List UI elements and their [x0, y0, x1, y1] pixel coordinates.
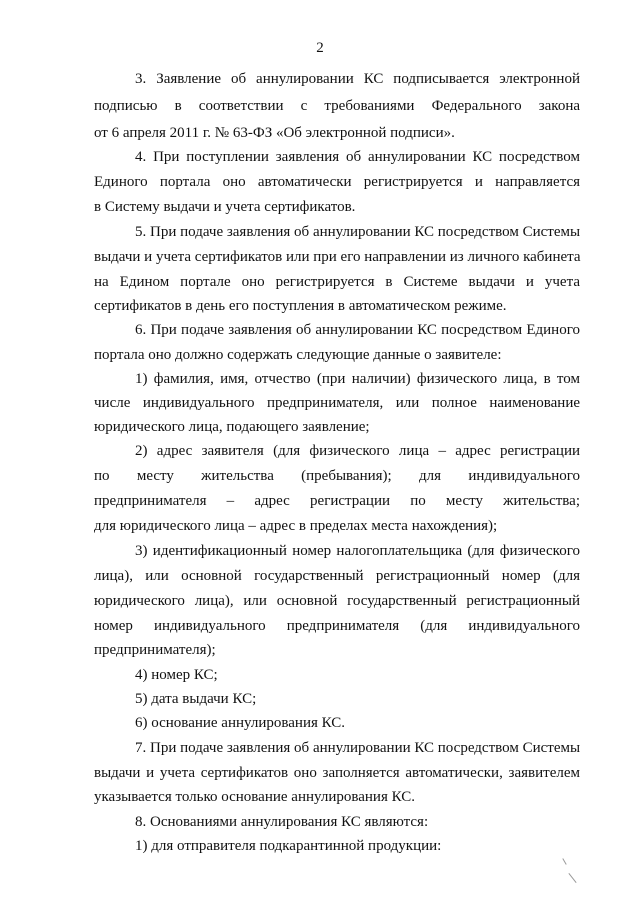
- paragraph-3-line-3: от 6 апреля 2011 г. № 63-ФЗ «Об электронной подписи».: [94, 125, 455, 141]
- item-3-line-4: номер индивидуального предпринимателя (для индивидуального: [94, 618, 580, 634]
- paragraph-7-line-1: 7. При подаче заявления об аннулировании КС посредством Системы: [135, 740, 581, 756]
- item-3-line-2: лица), или основной государственный регистрационный номер (для: [94, 568, 580, 584]
- paragraph-6-line-2: портала оно должно содержать следующие данные о заявителе:: [94, 347, 502, 363]
- paragraph-5-line-1: 5. При подаче заявления об аннулировании КС посредством Системы: [135, 224, 581, 240]
- item-5-line: 5) дата выдачи КС;: [135, 691, 257, 707]
- paragraph-4-line-2: Единого портала оно автоматически регистрируется и направляется: [94, 174, 580, 190]
- item-2-line-1: 2) адрес заявителя (для физического лица – адрес регистрации: [135, 443, 580, 459]
- item-1-line-3: юридического лица, подающего заявление;: [94, 419, 370, 435]
- item-2-line-3: предпринимателя – адрес регистрации по месту жительства;: [94, 493, 580, 509]
- paragraph-7-line-2: выдачи и учета сертификатов оно заполняется автоматически, заявителем: [94, 765, 580, 781]
- paragraph-5-line-3: на Едином портале оно регистрируется в Системе выдачи и учета: [94, 274, 580, 290]
- item-3-line-3: юридического лица), или основной государственный регистрационный: [94, 593, 580, 609]
- scan-artifact-mark: [562, 858, 566, 865]
- page-number: 2: [316, 40, 324, 56]
- paragraph-5-line-4: сертификатов в день его поступления в автоматическом режиме.: [94, 298, 507, 314]
- paragraph-8-item-1-line: 1) для отправителя подкарантинной продукции:: [135, 838, 442, 854]
- paragraph-4-line-3: в Систему выдачи и учета сертификатов.: [94, 199, 356, 215]
- paragraph-4-line-1: 4. При поступлении заявления об аннулировании КС посредством: [135, 149, 580, 165]
- item-3-line-1: 3) идентификационный номер налогоплательщика (для физического: [135, 543, 580, 559]
- paragraph-6-line-1: 6. При подаче заявления об аннулировании КС посредством Единого: [135, 322, 580, 338]
- item-2-line-2: по месту жительства (пребывания); для индивидуального: [94, 468, 580, 484]
- paragraph-3-line-1: 3. Заявление об аннулировании КС подписывается электронной: [135, 71, 580, 87]
- item-1-line-1: 1) фамилия, имя, отчество (при наличии) физического лица, в том: [135, 371, 580, 387]
- paragraph-7-line-3: указывается только основание аннулирования КС.: [94, 789, 415, 805]
- paragraph-8-line-1: 8. Основаниями аннулирования КС являются:: [135, 814, 429, 830]
- item-6-line: 6) основание аннулирования КС.: [135, 715, 346, 731]
- scan-artifact-mark: [568, 873, 576, 883]
- paragraph-3-line-2: подписью в соответствии с требованиями Федерального закона: [94, 98, 580, 114]
- item-2-line-4: для юридического лица – адрес в пределах места нахождения);: [94, 518, 498, 534]
- item-4-line: 4) номер КС;: [135, 667, 218, 683]
- paragraph-5-line-2: выдачи и учета сертификатов или при его направлении из личного кабинета: [94, 249, 581, 265]
- item-3-line-5: предпринимателя);: [94, 642, 216, 658]
- item-1-line-2: числе индивидуального предпринимателя, или полное наименование: [94, 395, 580, 411]
